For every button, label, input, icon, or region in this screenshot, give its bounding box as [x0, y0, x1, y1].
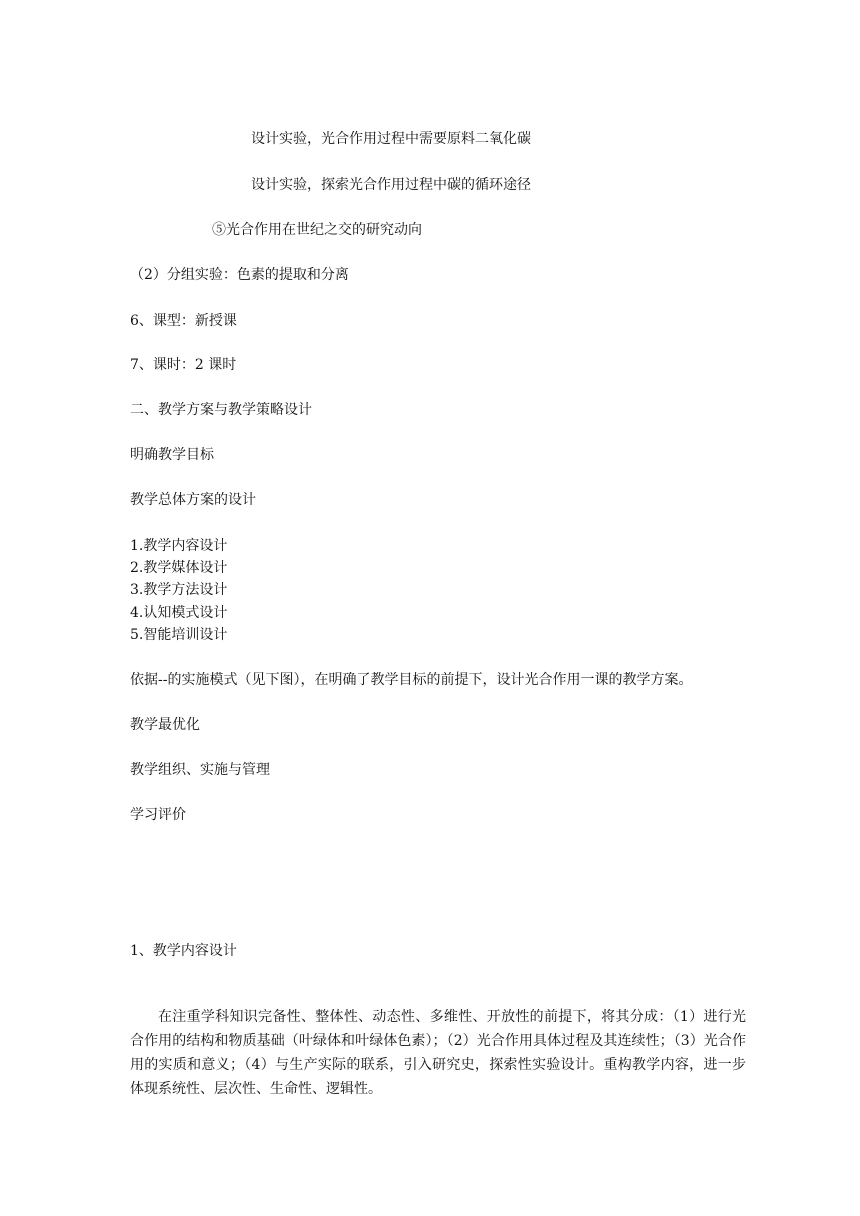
design-list-item: 3.教学方法设计 [130, 582, 228, 598]
experiment-line-co2: 设计实验，光合作用过程中需要原料二氧化碳 [251, 131, 531, 147]
overall-plan-line: 教学总体方案的设计 [130, 492, 256, 508]
design-list-item: 1.教学内容设计 [130, 538, 228, 554]
optimization-line: 教学最优化 [130, 717, 200, 733]
design-list-item: 2.教学媒体设计 [130, 560, 228, 576]
lesson-hours-line: 7、课时：2 课时 [130, 357, 237, 373]
experiment-line-carbon-cycle: 设计实验，探索光合作用过程中碳的循环途径 [251, 177, 531, 193]
teaching-goal-line: 明确教学目标 [130, 447, 214, 463]
evaluation-line: 学习评价 [130, 807, 186, 823]
design-list-item: 4.认知模式设计 [130, 605, 228, 621]
organization-line: 教学组织、实施与管理 [130, 762, 270, 778]
content-design-heading: 1、教学内容设计 [130, 943, 237, 959]
basis-line: 依据--的实施模式（见下图），在明确了教学目标的前提下，设计光合作用一课的教学方案。 [130, 672, 693, 688]
content-design-paragraph: 在注重学科知识完备性、整体性、动态性、多维性、开放性的前提下，将其分成：（1）进行光合作用的结构和物质基础（叶绿体和叶绿体色素）；（2）光合作用具体过程及其连续性；（3）光合作用的实质和意义；（4）与生产实际的联系，引入研究史，探索性实验设计。重构教学内容，进一步体现系统性、层次性、生命性、逻辑性。 [130, 1009, 746, 1097]
research-trend-line: ⑤光合作用在世纪之交的研究动向 [212, 222, 422, 238]
design-list-item: 5.智能培训设计 [130, 627, 228, 643]
lesson-type-line: 6、课型：新授课 [130, 313, 237, 329]
group-experiment-line: （2）分组实验：色素的提取和分离 [130, 267, 349, 283]
section-two-heading: 二、教学方案与教学策略设计 [130, 402, 312, 418]
